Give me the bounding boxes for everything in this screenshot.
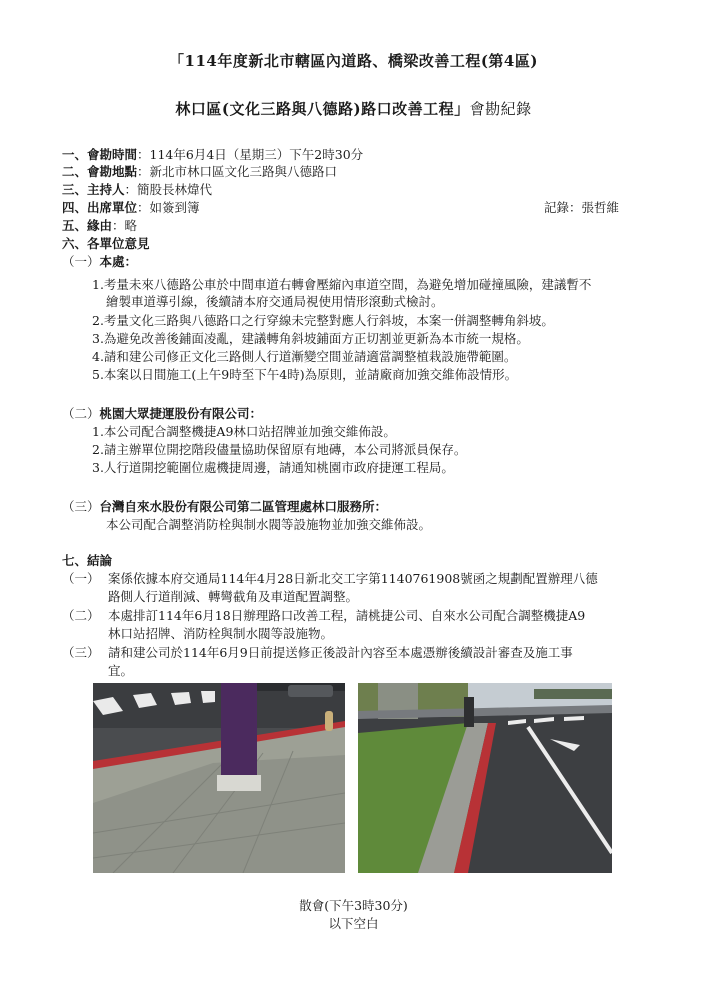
section-number: （三） (62, 499, 100, 514)
meeting-time-row (62, 146, 363, 163)
item-number: 七、 (62, 553, 88, 568)
opinions-heading (62, 235, 150, 252)
conclusion-item-line: 林口站招牌、消防栓與制水閥等設施物。 (108, 626, 334, 641)
sidewalk-pillar-photo-art (93, 683, 345, 873)
conclusion-item-line: 案係依據本府交通局114年4月28日新北交工字第1140761908號函之規劃配置辦理八德 (108, 571, 598, 586)
item-number: 二、 (62, 164, 88, 179)
document-title-suffix: 會勘紀錄 (469, 100, 532, 118)
conclusion-item-line: 路側人行道削減、轉彎截角及車道配置調整。 (108, 589, 359, 604)
recorder: 記錄：張哲維 (544, 200, 620, 215)
section-unit: 台灣自來水股份有限公司第二區管理處林口服務所： (99, 499, 388, 514)
item-number: 一、 (62, 147, 88, 162)
conclusion-item-line: 本處排訂114年6月18日辦理路口改善工程，請桃捷公司、自來水公司配合調整機捷A9 (108, 608, 586, 623)
reason-label: 緣由 (87, 218, 113, 233)
site-photo-road-curb (358, 683, 612, 873)
host-label: 主持人 (87, 182, 125, 197)
section2-heading (62, 405, 262, 422)
opinions-label: 各單位意見 (87, 236, 150, 251)
section1-item: 5.本案以日間施工(上午9時至下午4時)為原則，並請廠商加強交維佈設情形。 (92, 367, 518, 382)
section2-item: 3.人行道開挖範圍位處機捷周邊，請通知桃園市政府捷運工程局。 (92, 460, 454, 475)
section1-heading (62, 253, 137, 270)
section-unit: 桃園大眾捷運股份有限公司： (99, 406, 263, 421)
blank-below-note: 以下空白 (328, 916, 379, 931)
road-curb-photo-art (358, 683, 612, 873)
section3-heading (62, 498, 387, 515)
section-number: （一） (62, 254, 100, 269)
section1-item-cont: 繪製車道導引線，後續請本府交通局視使用情形滾動式檢討。 (106, 294, 444, 309)
section3-item: 本公司配合調整消防栓與制水閥等設施物並加強交維佈設。 (106, 517, 432, 532)
section2-item: 2.請主辦單位開挖階段儘量協助保留原有地磚，本公司將派員保存。 (92, 442, 467, 457)
reason-row (62, 217, 137, 234)
item-number: 三、 (62, 182, 88, 197)
reason-value: ：略 (112, 218, 138, 233)
section-unit: 本處： (99, 254, 138, 269)
conclusion-item-line: 請和建公司於114年6月9日前提送修正後設計內容至本處憑辦後續設計審查及施工事 (108, 645, 573, 660)
section1-item: 1.考量未來八德路公車於中間車道右轉會壓縮內車道空間，為避免增加碰撞風險，建議暫不 (92, 277, 592, 292)
meeting-time-label: 會勘時間 (87, 147, 138, 162)
meeting-place-value: ：新北市林口區文化三路與八德路口 (137, 164, 338, 179)
section1-item: 2.考量文化三路與八德路口之行穿線未完整對應人行斜坡，本案一併調整轉角斜坡。 (92, 313, 554, 328)
meeting-time-value: ：114年6月4日（星期三）下午2時30分 (137, 147, 364, 162)
attendance-label: 出席單位 (87, 200, 138, 215)
document-title-main: 林口區(文化三路與八德路)路口改善工程」 (175, 100, 470, 118)
attendance-value: ：如簽到簿 (137, 200, 200, 215)
meeting-place-label: 會勘地點 (87, 164, 138, 179)
conclusion-heading (62, 552, 112, 569)
item-number: 四、 (62, 200, 88, 215)
attendance-row (62, 199, 200, 216)
document-title-line1: 「114年度新北市轄區內道路、橋梁改善工程(第4區) (169, 52, 538, 70)
adjourn-note: 散會(下午3時30分) (299, 898, 408, 913)
item-number: 五、 (62, 218, 88, 233)
conclusion-item-line: 宜。 (108, 663, 134, 678)
section1-item: 3.為避免改善後鋪面凌亂，建議轉角斜坡鋪面方正切割並更新為本市統一規格。 (92, 331, 529, 346)
conclusion-label: 結論 (87, 553, 113, 568)
host-row (62, 181, 212, 198)
site-photo-sidewalk-pillar (93, 683, 345, 873)
conclusion-item-label: （三） (62, 645, 100, 660)
document-title-line2 (0, 98, 707, 119)
host-value: ：簡股長林煒代 (124, 182, 213, 197)
conclusion-item-label: （二） (62, 608, 100, 623)
item-number: 六、 (62, 236, 88, 251)
section1-item: 4.請和建公司修正文化三路側人行道漸變空間並請適當調整植栽設施帶範圍。 (92, 349, 517, 364)
section2-item: 1.本公司配合調整機捷A9林口站招牌並加強交維佈設。 (92, 424, 396, 439)
conclusion-item-label: （一） (62, 571, 100, 586)
section-number: （二） (62, 406, 100, 421)
meeting-place-row (62, 163, 337, 180)
